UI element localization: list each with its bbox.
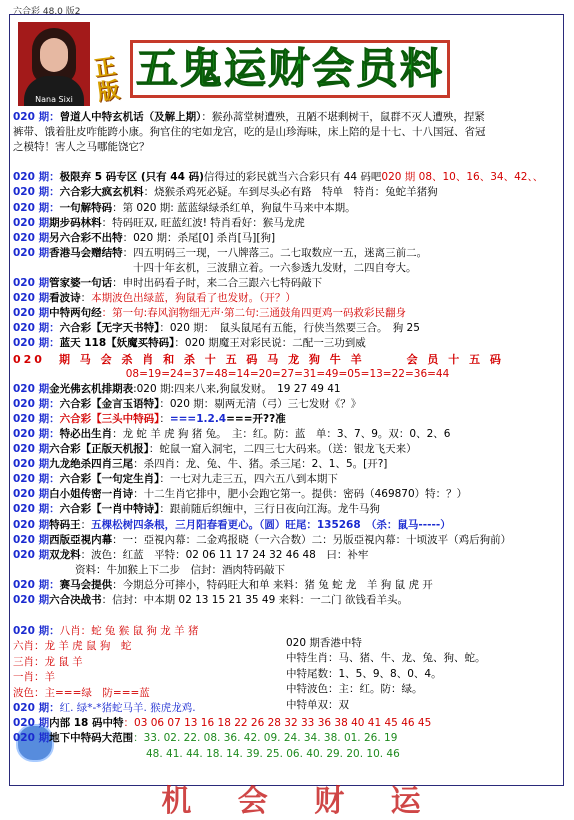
line-heading: 极限弃 5 码专区 (只有 44 码) bbox=[59, 171, 204, 184]
hk-special-row: 中特波色：主：红。防：绿。 bbox=[286, 683, 423, 696]
info-line bbox=[13, 472, 562, 487]
info-line bbox=[13, 397, 562, 412]
line-heading: 六合彩【一肖中特诗】 bbox=[59, 503, 160, 516]
info-line bbox=[13, 412, 562, 427]
line-heading: 西版亞視内幕 bbox=[49, 533, 113, 546]
member-numbers: 08=19=24=37=48=14=20=27=31=49=05=13=22=36=44 bbox=[125, 367, 450, 380]
hk-special-row: 中特尾数：1、5、9、8、0、4。 bbox=[286, 667, 442, 680]
issue-label: 020 期： bbox=[13, 397, 60, 410]
issue-label: 020 期 bbox=[13, 533, 50, 546]
info-line bbox=[13, 321, 562, 336]
line-heading: 六合彩【无字天书特】 bbox=[59, 322, 160, 335]
line-heading: 六合彩大疯玄机料 bbox=[59, 186, 144, 199]
line-text: ：四五明码三一现，一八牌落三。二七取数应一五，迷离三前二。 bbox=[122, 246, 428, 259]
issue-label: 020 期： bbox=[13, 186, 60, 199]
issue-label: 020 期 bbox=[13, 518, 50, 531]
number-row bbox=[13, 747, 562, 762]
photo-caption: Nana Sixi bbox=[35, 95, 73, 104]
line-highlight: 五棵松树四条根，三月阳春看更心。（圆）旺尾：135268 （杀：鼠马-----） bbox=[91, 518, 451, 531]
kill-zodiac-line: 020 期 马 会 杀 肖 和 杀 十 五 码 马 龙 狗 牛 羊 会 员 十 五 码 bbox=[13, 352, 504, 366]
line-text: ：杀四肖：龙、兔、牛、猪。杀三尾：2、1、5。[开?] bbox=[133, 458, 388, 471]
info-line bbox=[13, 306, 562, 321]
prediction-text: 六肖：龙 羊 虎 鼠 狗 蛇 bbox=[13, 640, 132, 653]
info-line bbox=[13, 382, 562, 397]
line-text: ：特码旺双, 旺蓝红波! 特肖看好：猴马龙虎 bbox=[101, 216, 305, 229]
prediction-text: 八肖：蛇 兔 猴 鼠 狗 龙 羊 猪 bbox=[59, 625, 199, 637]
issue-label: 020 期 bbox=[13, 382, 50, 395]
line-heading: 六合彩【正版天机报】 bbox=[49, 443, 149, 456]
issue-label: 020 期 bbox=[13, 246, 50, 259]
line-heading: 赛马会提供 bbox=[59, 578, 113, 591]
info-line bbox=[13, 548, 562, 563]
prediction-row bbox=[13, 624, 283, 639]
issue-label: 020 期 bbox=[13, 732, 50, 745]
info-line bbox=[13, 185, 562, 200]
line-text: 之模特！害人之马哪能饶它？ bbox=[13, 141, 150, 154]
info-line bbox=[13, 216, 562, 231]
issue-label: 020 期： bbox=[13, 473, 60, 486]
line-heading: 蓝天 118【妖魔买特码】 bbox=[59, 337, 175, 350]
info-line bbox=[13, 578, 562, 593]
line-heading: 一句解特码 bbox=[59, 201, 113, 214]
line-heading: 特码王 bbox=[49, 518, 81, 531]
info-line bbox=[13, 457, 562, 472]
line-text: :020 期:四来八来,狗鼠发财。 19 27 49 41 bbox=[133, 382, 341, 395]
info-line bbox=[13, 125, 562, 140]
line-highlight: ===1.2.4 bbox=[169, 412, 227, 425]
line-text: 信得过的彩民就当六合彩只有 44 码吧 bbox=[203, 171, 382, 184]
line-heading: 期步码林料 bbox=[49, 216, 102, 229]
line-heading: 六合彩【三头中特码】 bbox=[59, 412, 160, 425]
line-text: ：跟前随后织缠中，三行日夜向江海。龙牛马狗 bbox=[159, 503, 380, 516]
issue-label: 020 期： bbox=[13, 625, 60, 637]
line-heading: 地下中特码大范围 bbox=[49, 732, 134, 745]
left-prediction-block bbox=[13, 624, 283, 701]
issue-label: 020 期 bbox=[13, 231, 50, 244]
top-note: 六合彩 48.0 版2 bbox=[13, 7, 81, 17]
issue-label: 020 期： bbox=[13, 578, 60, 591]
line-heading: 内部 18 码中特 bbox=[49, 717, 124, 729]
footer-slogan: 机 会 财 运 bbox=[161, 784, 439, 819]
line-text: ： bbox=[159, 412, 170, 425]
hk-special-row: 中特生肖：马、猪、牛、龙、兔、狗、蛇。 bbox=[286, 652, 486, 665]
line-text: ：020 期：剔两无清（弓）三七发财《？》 bbox=[159, 397, 362, 410]
line-heading: 看波诗 bbox=[49, 292, 81, 305]
info-line bbox=[13, 231, 562, 246]
info-line bbox=[13, 155, 562, 170]
issue-label: 020 期 bbox=[13, 277, 50, 290]
line-text: ：信封：中本期 02 13 15 21 35 49 来料：一二门 欲钱看羊头。 bbox=[101, 594, 408, 606]
info-line bbox=[13, 518, 562, 533]
line-heading: 中特两句经 bbox=[49, 307, 102, 320]
line-heading: 白小姐传密一肖诗 bbox=[49, 488, 134, 501]
issue-label: 020 期： bbox=[13, 337, 60, 350]
issue-label: 020 期： bbox=[13, 322, 60, 335]
page-title: 五鬼运财会员料 bbox=[130, 40, 450, 98]
issue-label: 020 期 bbox=[13, 216, 50, 229]
zhengban-logo: 正版 bbox=[92, 54, 122, 106]
prediction-text: 一肖：羊 bbox=[13, 671, 55, 684]
issue-label: 020 期 bbox=[13, 443, 50, 456]
prediction-row bbox=[13, 686, 283, 701]
line-text: ：一七对九走三五，四六五八到本期下 bbox=[159, 473, 338, 486]
number-list: ：03 06 07 13 16 18 22 26 28 32 33 36 38 40 41 45 46 45 bbox=[123, 717, 432, 729]
line-text: ：烧猴杀鸡死必疑。车到尽头必有路 特单 特肖：兔蛇羊猪狗 bbox=[143, 186, 438, 199]
line-text: ：第 020 期: 蓝蓝绿绿杀红单，狗鼠牛马来中本期。 bbox=[112, 201, 356, 214]
line-text: ：020 期： 鼠头鼠尾有五能，行侠当然要三合。 狗 25 bbox=[159, 322, 420, 335]
line-text: ：十二生肖它排中，肥小会跑它第一。提供：密码（469870）特：？） bbox=[133, 488, 468, 501]
number-row bbox=[13, 731, 562, 746]
number-list: ：33. 02. 22. 08. 36. 42. 09. 24. 34. 38. 01. 26. 19 bbox=[133, 732, 398, 745]
line-text: ：020 期魔王对彩民说：二配一三功到威 bbox=[174, 337, 366, 350]
portrait-photo bbox=[18, 22, 90, 106]
line-heading: 管家婆一句话 bbox=[49, 277, 113, 290]
info-line bbox=[13, 533, 562, 548]
info-line bbox=[13, 291, 562, 306]
info-line bbox=[13, 201, 562, 216]
main-content bbox=[13, 110, 562, 608]
line-text: ：一：亞視內幕：二金鸡报晓（一六合数）二：另版亞視內幕：十顷波平（鸡后狗前） bbox=[112, 533, 512, 546]
line-heading: 双龙料 bbox=[49, 548, 81, 561]
line-text: ：020 期：杀尾[0] 杀肖[马][狗] bbox=[122, 231, 276, 244]
line-heading: 特必出生肖 bbox=[59, 427, 113, 440]
info-line bbox=[13, 502, 562, 517]
line-text: ：猴孙蒿堂树遭殃，丑陋不堪剩树干，鼠群不灭人遭殃，捏紧 bbox=[201, 111, 485, 123]
issue-label: 020 期 bbox=[13, 488, 50, 501]
line-heading: 六合彩【金言玉语特】 bbox=[59, 397, 160, 410]
line-heading: 九龙绝杀四肖三尾 bbox=[49, 458, 134, 471]
info-line bbox=[13, 442, 562, 457]
issue-label: 020 期 bbox=[13, 292, 50, 305]
line-heading: 金光佛玄机排期表 bbox=[49, 382, 134, 395]
prediction-row bbox=[13, 639, 283, 654]
info-line bbox=[13, 352, 562, 367]
issue-label: 020 期： bbox=[13, 111, 60, 123]
info-line bbox=[13, 110, 562, 125]
prediction-row bbox=[13, 670, 283, 685]
hk-special-head: 020 期香港中特 bbox=[286, 637, 362, 649]
line-heading: 香港马会赠结特 bbox=[49, 246, 123, 259]
line-text: ：申时出码看子时，来二合三跟六七特码敲下 bbox=[112, 277, 323, 290]
info-line bbox=[13, 593, 562, 608]
prediction-row bbox=[13, 655, 283, 670]
line-heading: 六合彩【一句定生肖】 bbox=[59, 473, 160, 486]
info-line bbox=[13, 276, 562, 291]
issue-label: 020 期： bbox=[13, 702, 60, 714]
line-text: ： bbox=[80, 292, 92, 305]
line-text: 资料：牛加猴上下二步 信封：酒肉特码敲下 bbox=[75, 563, 285, 576]
line-text: ： bbox=[80, 518, 92, 531]
line-text: 十四十年玄机，三波鼎立着。一六参透九发财，二四自夸大。 bbox=[133, 261, 417, 274]
line-highlight: 020 期 08、10、16、34、42、、 bbox=[381, 171, 544, 184]
info-line bbox=[13, 427, 562, 442]
line-text: ===开??准 bbox=[226, 412, 286, 425]
prediction-text: 三肖：龙 鼠 羊 bbox=[13, 655, 83, 668]
line-highlight: ：第一句:春风润物细无声·第二句:三通鼓角四更鸡一码救彩民翻身 bbox=[101, 307, 406, 320]
number-row bbox=[13, 716, 562, 731]
issue-label: 020 期： bbox=[13, 171, 60, 184]
issue-label: 020 期 bbox=[13, 717, 50, 729]
color-zodiac-line bbox=[13, 701, 293, 716]
info-line bbox=[13, 261, 562, 276]
line-text: ：波色：红蓝 平特：02 06 11 17 24 32 46 48 曰：补牢 bbox=[80, 548, 369, 561]
info-line bbox=[13, 170, 562, 185]
line-text: ：蛇鼠一窟入洞宅，二四三七大码来。（送：银龙飞天来） bbox=[148, 443, 417, 456]
line-heading: 另六合彩不出特 bbox=[49, 231, 123, 244]
line-heading: 六合决战书 bbox=[49, 594, 102, 606]
issue-label: 020 期： bbox=[13, 201, 60, 214]
issue-label: 020 期 bbox=[13, 458, 50, 471]
hk-special-row: 中特单双：双 bbox=[286, 698, 349, 711]
issue-label: 020 期 bbox=[13, 548, 50, 561]
line-text: 裤带、饿着肚皮咋能跨小康。狗官住的宅如龙宫，吃的是山珍海味，床上陪的是十七、十八国冠、省冠 bbox=[13, 126, 486, 139]
bottom-numbers bbox=[13, 716, 562, 762]
color-zodiac-text: 红. 绿*-*猪蛇马羊. 猴虎龙鸡. bbox=[59, 702, 196, 714]
line-text: ：龙 蛇 羊 虎 狗 猪 兔。 主：红。防：蓝 单：3、7、9。双：0、2、6 bbox=[112, 427, 451, 440]
info-line bbox=[13, 563, 562, 578]
hk-special-block bbox=[286, 636, 556, 713]
line-heading: 曾道人中特玄机话（及解上期） bbox=[59, 111, 202, 123]
prediction-text: 波色：主===绿 防===蓝 bbox=[13, 686, 150, 699]
info-line bbox=[13, 487, 562, 502]
issue-label: 020 期： bbox=[13, 427, 60, 440]
line-highlight: 本期波色出绿蓝，狗鼠看了也发财。（开？） bbox=[91, 292, 296, 305]
issue-label: 020 期： bbox=[13, 412, 60, 425]
number-list: 48. 41. 44. 18. 14. 39. 25. 06. 40. 29. 20. 10. 46 bbox=[146, 747, 400, 760]
info-line bbox=[13, 246, 562, 261]
issue-label: 020 期： bbox=[13, 503, 60, 516]
info-line bbox=[13, 367, 562, 382]
issue-label: 020 期 bbox=[13, 307, 50, 320]
line-text: ：今期总分可摔小，特码旺大和单 来料：猪 兔 蛇 龙 羊 狗 鼠 虎 开 bbox=[112, 578, 433, 591]
info-line bbox=[13, 140, 562, 155]
issue-label: 020 期 bbox=[13, 594, 50, 606]
info-line bbox=[13, 336, 562, 351]
